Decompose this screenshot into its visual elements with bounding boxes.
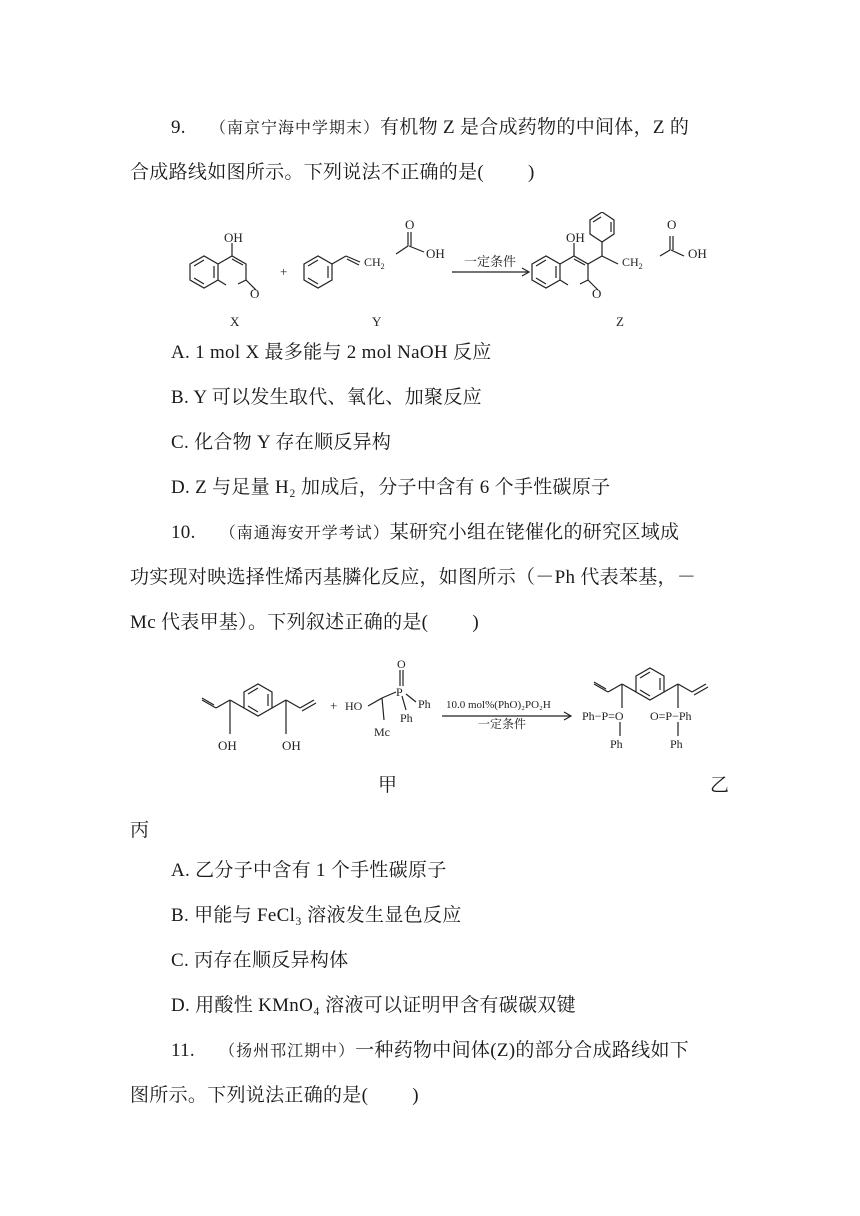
q9-label-y: Y: [372, 314, 382, 329]
q9-stem-line2: 合成路线如图所示。下列说法不正确的是(: [130, 162, 485, 183]
q10-reactant-mc: Mc: [374, 725, 390, 739]
q11-number: 11.: [171, 1040, 195, 1061]
q10-arrow-condition: 一定条件: [478, 717, 527, 731]
q10-reaction-scheme: [180, 656, 730, 756]
q11-stem-line1: 一种药物中间体(Z)的部分合成路线如下: [355, 1040, 690, 1061]
q10-yi-ph-left: Ph: [610, 737, 623, 751]
q10-yi-ph-right: Ph: [670, 737, 683, 751]
q9-option-d: D. Z 与足量 H₂ 加成后，分子中含有 6 个手性碳原子: [171, 477, 611, 498]
q10-yi-left-phosphoryl: Ph−P=O: [582, 709, 624, 723]
q9-z-oh: OH: [566, 230, 585, 245]
q10-reactant-ph1: Ph: [418, 697, 431, 711]
q9-arrow-condition: 一定条件: [464, 254, 517, 269]
q11-source: （扬州邗江期中）: [219, 1041, 356, 1060]
q11-line1: [171, 1039, 689, 1063]
q10-jia-oh-left: OH: [218, 738, 237, 753]
q11-line2: [130, 1084, 419, 1108]
q10-line2: 功实现对映选择性烯丙基膦化反应，如图所示（－Ph 代表苯基，－: [130, 567, 697, 588]
q11-close-paren: ): [412, 1085, 419, 1106]
q10-line1: [171, 521, 679, 545]
q9-line2: [130, 161, 535, 185]
q9-z-ch2: $CH_2$: [622, 255, 643, 271]
q9-label-z: Z: [616, 314, 624, 329]
q10-label-bing: 丙: [130, 819, 150, 841]
q10-arrow-reagent: 10.0 mol%(PhO)₂PO₂H: [446, 699, 551, 711]
q9-y-ch2: $CH_2$: [364, 255, 385, 271]
q10-plus-sign: +: [330, 698, 338, 713]
q10-number: 10.: [171, 522, 196, 543]
q9-z-acid-o: O: [667, 217, 677, 232]
q10-stem-line3: Mc 代表甲基）。下列叙述正确的是(: [130, 612, 429, 633]
q9-x-carbonyl-o: O: [250, 286, 260, 301]
q9-y-oh: OH: [426, 246, 445, 261]
q9-z-carbonyl-o: O: [592, 286, 602, 301]
q9-x-oh: OH: [224, 230, 243, 245]
q9-compound-z-structure: [532, 212, 684, 290]
q10-label-yi: 乙: [710, 774, 730, 796]
q9-reaction-scheme: [180, 212, 740, 334]
q10-line3: [130, 611, 479, 635]
q10-source: （南通海安开学考试）: [219, 523, 390, 542]
q10-option-d: D. 用酸性 KMnO₄ 溶液可以证明甲含有碳碳双键: [171, 995, 576, 1016]
q9-plus-sign: +: [280, 264, 288, 279]
q10-close-paren: ): [472, 612, 479, 633]
q9-compound-x-structure: [190, 243, 256, 290]
q9-z-acid-oh: OH: [688, 246, 707, 261]
q10-compound-yi-structure: [594, 668, 708, 736]
q9-stem-line1: 有机物 Z 是合成药物的中间体，Z 的: [380, 117, 690, 138]
q9-close-paren: ): [528, 162, 535, 183]
q10-option-b: B. 甲能与 FeCl₃ 溶液发生显色反应: [171, 905, 462, 926]
q9-source: （南京宁海中学期末）: [209, 118, 380, 137]
q9-option-c: C. 化合物 Y 存在顺反异构: [171, 432, 392, 453]
q10-reactant-p: P: [396, 685, 403, 699]
q10-compound-jia-structure: [202, 684, 316, 734]
q10-stem-line1: 某研究小组在铑催化的研究区域成: [389, 522, 680, 543]
q9-label-x: X: [230, 314, 240, 329]
q10-yi-right-phosphoryl: O=P−Ph: [650, 709, 692, 723]
q10-reactant-ph2: Ph: [400, 711, 413, 725]
q9-option-b: B. Y 可以发生取代、氧化、加聚反应: [171, 387, 482, 408]
q10-reactant-o: O: [397, 657, 406, 671]
q11-stem-line2: 图所示。下列说法正确的是(: [130, 1085, 369, 1106]
q9-y-carbonyl-o: O: [405, 217, 415, 232]
q10-label-jia: 甲: [378, 774, 398, 796]
q9-line1: [171, 116, 689, 140]
q9-number: 9.: [171, 117, 186, 138]
q10-reactant-ho: HO: [345, 699, 363, 713]
q10-option-a: A. 乙分子中含有 1 个手性碳原子: [171, 860, 447, 881]
q10-jia-oh-right: OH: [282, 738, 301, 753]
q10-option-c: C. 丙存在顺反异构体: [171, 950, 349, 971]
q9-option-a: A. 1 mol X 最多能与 2 mol NaOH 反应: [171, 342, 492, 363]
